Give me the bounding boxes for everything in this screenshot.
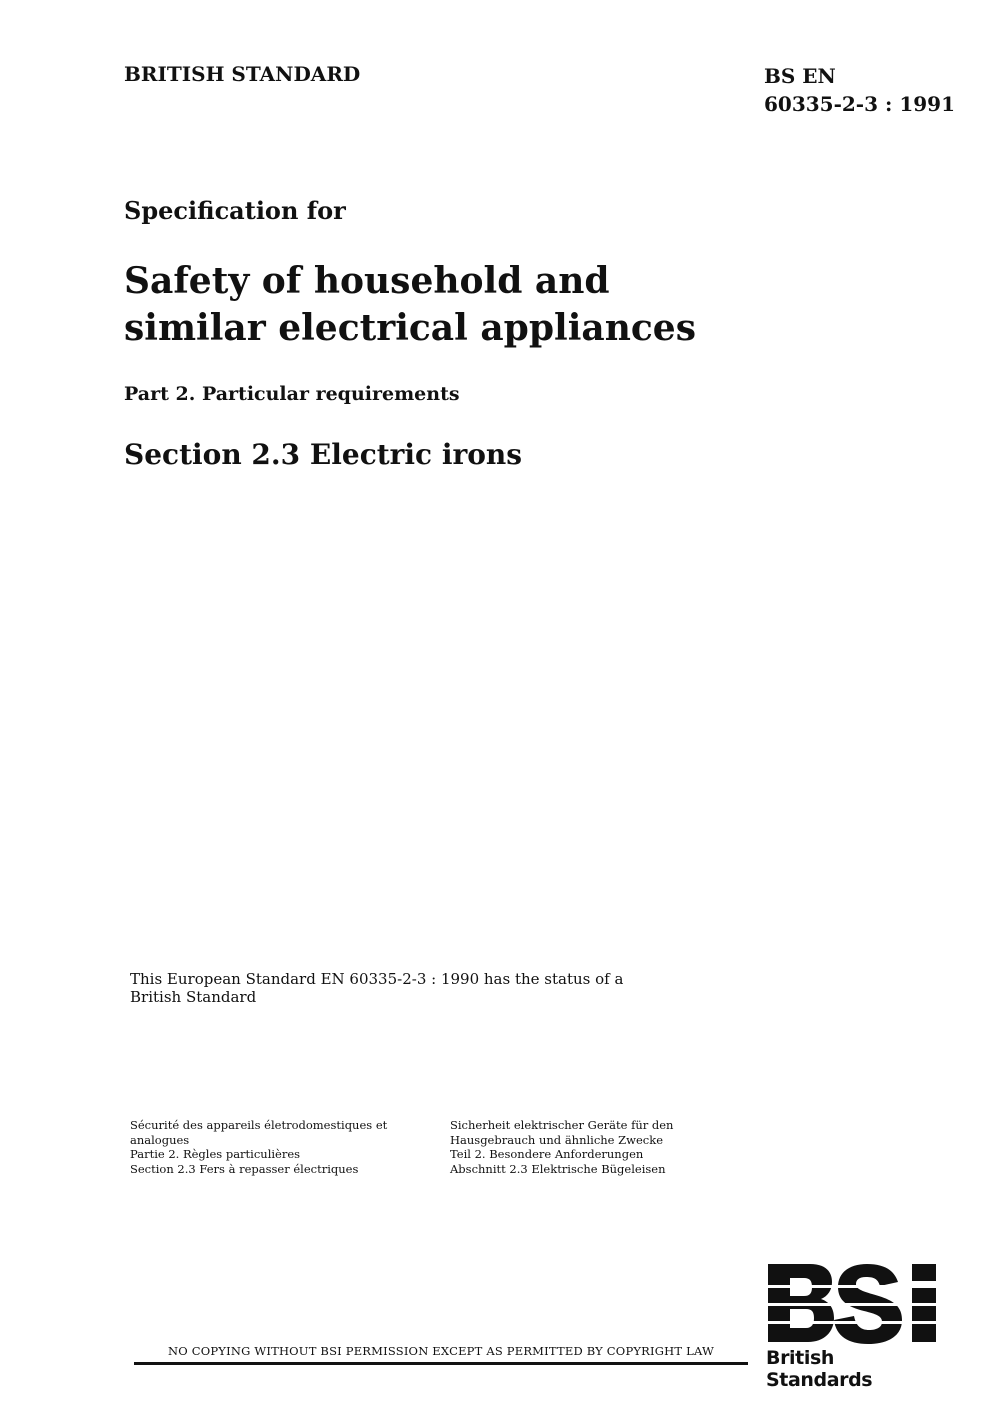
copyright-notice: NO COPYING WITHOUT BSI PERMISSION EXCEPT AS PERMITTED BY COPYRIGHT LAW	[167, 1344, 715, 1358]
series-label: BRITISH STANDARD	[124, 62, 361, 86]
standard-designation	[764, 62, 955, 118]
french-title-line: Section 2.3 Fers à repasser électriques	[130, 1161, 359, 1176]
status-note	[130, 970, 690, 1006]
main-title	[124, 258, 824, 352]
french-title-line: Sécurité des appareils életrodomestiques et	[130, 1118, 388, 1132]
main-title-line-1: Safety of household and	[124, 260, 610, 302]
bsi-logo-caption: British Standards	[766, 1347, 873, 1391]
french-title-line: analogues	[130, 1132, 190, 1147]
status-note-line-2: British Standard	[130, 988, 257, 1006]
copyright-rule	[134, 1362, 748, 1365]
german-title-line: Hausgebrauch und ähnliche Zwecke	[450, 1132, 664, 1147]
german-title-line: Abschnitt 2.3 Elektrische Bügeleisen	[450, 1161, 666, 1176]
part-title: Part 2. Particular requirements	[124, 383, 460, 405]
status-note-line-1: This European Standard EN 60335-2-3 : 1990 has the status of a	[130, 970, 624, 988]
french-title-line: Partie 2. Règles particulières	[130, 1147, 301, 1161]
main-title-line-2: similar electrical appliances	[124, 307, 696, 349]
french-title	[130, 1118, 430, 1176]
title-prefix: Specification for	[124, 196, 346, 225]
section-title: Section 2.3 Electric irons	[124, 438, 523, 471]
german-title-line: Sicherheit elektrischer Geräte für den	[450, 1118, 674, 1132]
bsi-logo-mark	[766, 1262, 946, 1346]
german-title-line: Teil 2. Besondere Anforderungen	[450, 1147, 644, 1161]
designation-line-2: 60335-2-3 : 1991	[764, 92, 955, 116]
german-title	[450, 1118, 750, 1176]
designation-line-1: BS EN	[764, 64, 836, 88]
